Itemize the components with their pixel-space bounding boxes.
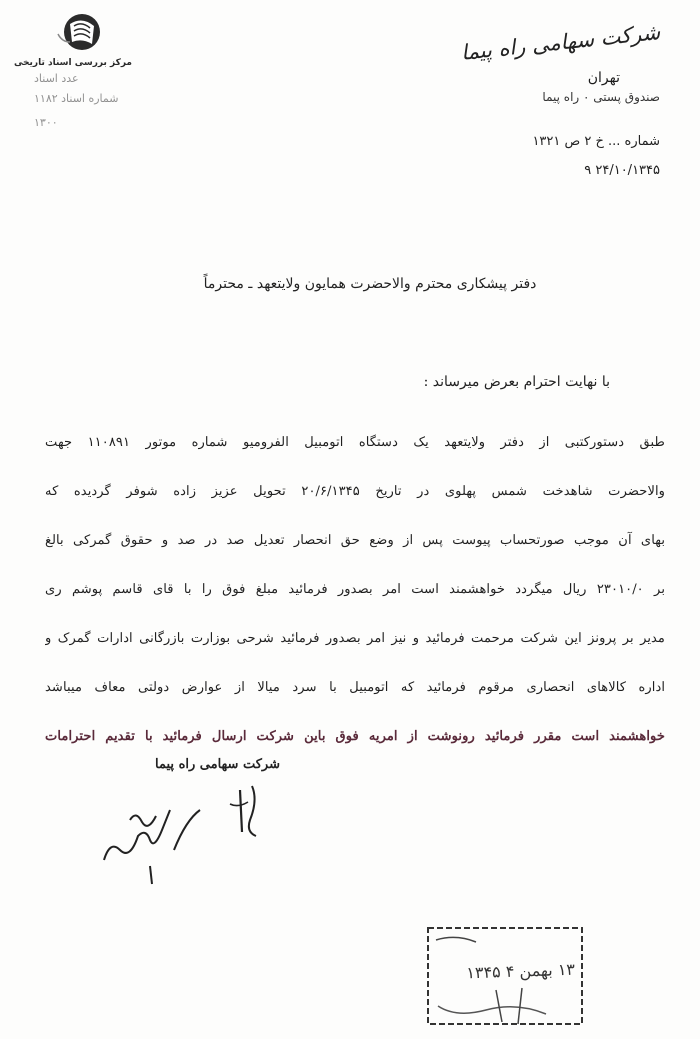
letter-body	[45, 418, 665, 761]
archive-emblem-icon	[56, 12, 104, 56]
company-city: تهران	[587, 70, 620, 86]
recipient-line: دفتر پیشکاری محترم والاحضرت همایون ولایتعهد ـ محترماً	[203, 276, 537, 292]
body-line: بهای آن موجب صورتحساب پیوست پس از وضع حق انحصار تعدیل صد در صد و حقوق گمرکی بالغ	[45, 533, 665, 548]
stamp-date: ۱۳ بهمن ۴ ۱۳۴۵	[466, 959, 576, 983]
archive-meta-line-1: عدد اسناد	[34, 72, 79, 85]
body-line-closing: خواهشمند است مقرر فرمائید رونوشت از امریه فوق باین شرکت ارسال فرمائید با تقدیم احترامات	[45, 729, 665, 744]
archive-name: مرکز بررسی اسناد تاریخی	[13, 58, 132, 68]
archive-meta-line-2: شماره اسناد ۱۱۸۲	[34, 92, 119, 105]
handwritten-signature	[90, 780, 290, 890]
salutation: با نهایت احترام بعرض میرساند :	[423, 374, 610, 390]
signer-name: شرکت سهامی راه پیما	[155, 757, 280, 772]
archive-meta-line-3: ۱۳۰۰	[34, 116, 58, 129]
body-line: بر ۲۳۰۱۰/۰ ریال میگردد خواهشمند است امر بصدور فرمائید مبلغ فوق را با قای قاسم پوشم ری	[45, 582, 665, 597]
company-address: صندوق پستی ۰ راه پیما	[542, 90, 660, 104]
company-name: شرکت سهامی راه پیما	[459, 20, 662, 65]
letter-date: ۲۴/۱۰/۱۳۴۵ ۹	[584, 163, 660, 178]
body-line: والاحضرت شاهدخت شمس پهلوی در تاریخ ۲۰/۶/۱۳۴۵ تحویل عزیز زاده شوفر گردیده که	[45, 484, 665, 499]
body-line: اداره کالاهای انحصاری مرقوم فرمائید که اتومبیل با سرد میالا از عوارض دولتی معاف میباشد	[45, 680, 665, 695]
body-line: طبق دستورکتبی از دفتر ولایتعهد یک دستگاه اتومبیل الفرومیو شماره موتور ۱۱۰۸۹۱ جهت	[45, 435, 665, 450]
reference-number: شماره ... خ ۲ ص ۱۳۲۱	[532, 134, 660, 149]
archive-logo	[14, 12, 132, 70]
letterhead	[459, 20, 662, 178]
body-line: مدیر بر پرونز این شرکت مرحمت فرمائید و نیز امر بصدور فرمائید شرحی بوزارت بازرگانی ادارات گمرک و	[45, 631, 665, 646]
